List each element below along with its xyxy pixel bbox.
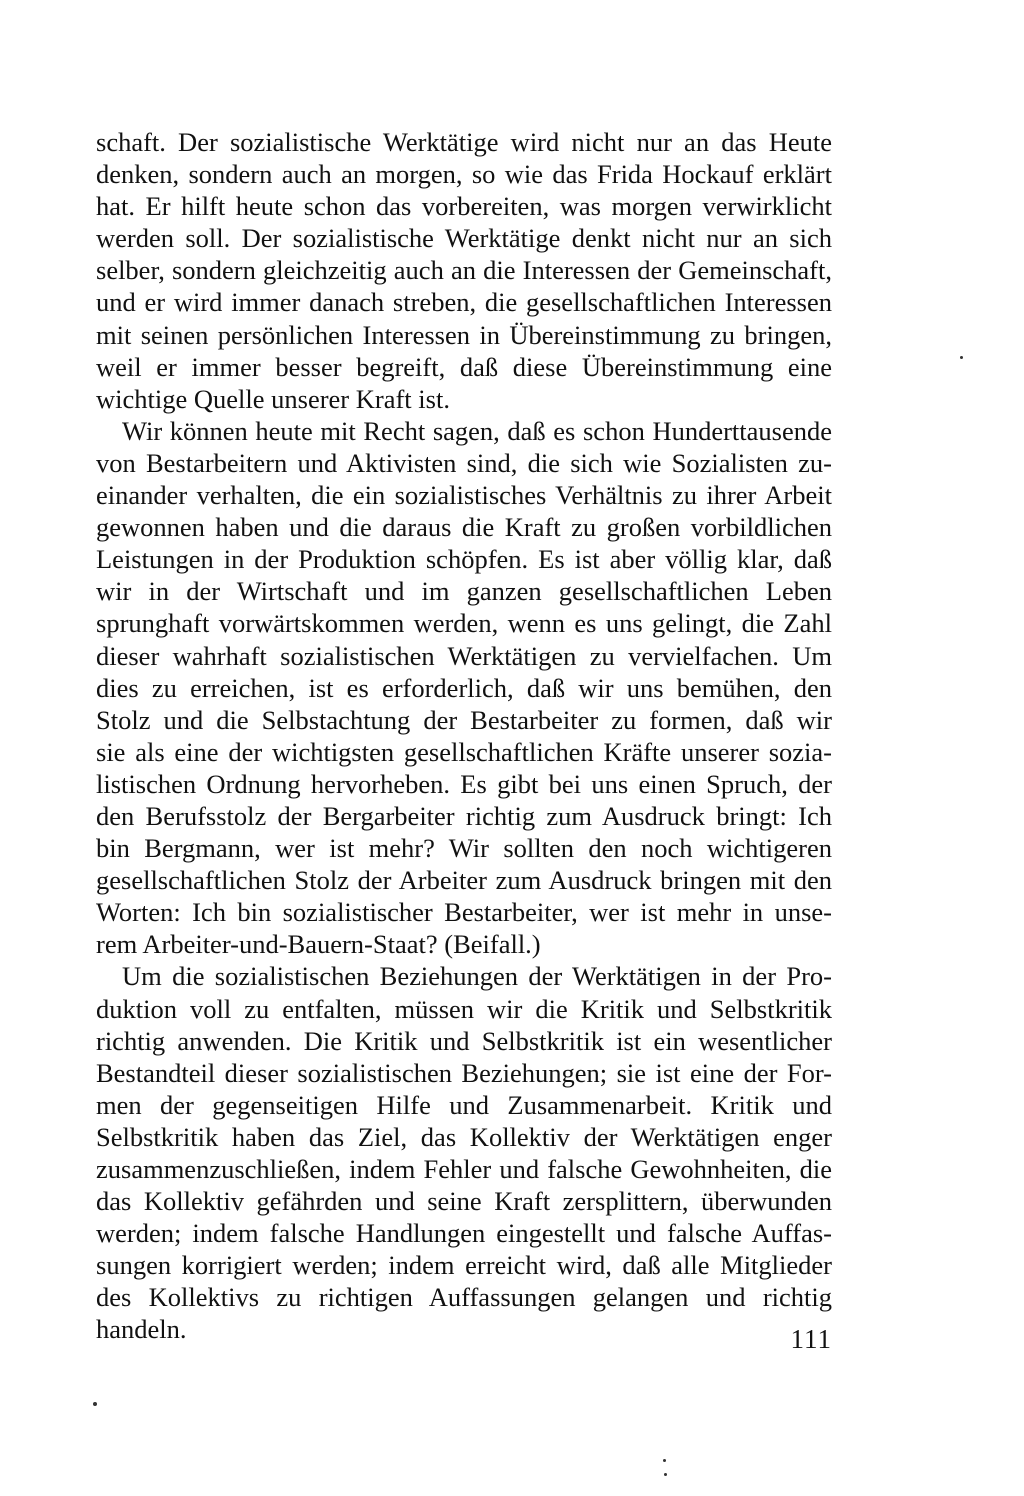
text-line: duktion voll zu entfalten, müssen wir die Kritik und Selbstkritik	[96, 993, 832, 1024]
text-line: schaft. Der sozialistische Werktätige wird nicht nur an das Heute	[96, 127, 832, 157]
text-line: Wir können heute mit Recht sagen, daß es schon Hunderttausende	[122, 415, 832, 446]
text-line: men der gegenseitigen Hilfe und Zusammenarbeit. Kritik und	[96, 1089, 832, 1120]
text-line: rem Arbeiter-und-Bauern-Staat? (Beifall.)	[96, 929, 541, 960]
text-line: hat. Er hilft heute schon das vorbereiten, was morgen verwirklicht	[96, 191, 832, 222]
text-line: des Kollektivs zu richtigen Auffassungen gelangen und richtig	[96, 1282, 832, 1313]
text-line: von Bestarbeitern und Aktivisten sind, die sich wie Sozialisten zu-	[96, 447, 832, 478]
body-text	[96, 126, 832, 1346]
print-speck	[93, 1402, 97, 1406]
text-line: sungen korrigiert werden; indem erreicht wird, daß alle Mitglieder	[96, 1250, 832, 1281]
text-line: einander verhalten, die ein sozialistisches Verhältnis zu ihrer Arbeit	[96, 480, 832, 511]
print-speck	[663, 1459, 666, 1462]
text-line: Selbstkritik haben das Ziel, das Kollektiv der Werktätigen enger	[96, 1121, 832, 1152]
text-line: sie als eine der wichtigsten gesellschaftlichen Kräfte unserer sozia-	[96, 736, 832, 767]
text-line: gewonnen haben und die daraus die Kraft zu großen vorbildlichen	[96, 512, 832, 543]
text-line: Leistungen in der Produktion schöpfen. Es ist aber völlig klar, daß	[96, 544, 832, 575]
text-line: richtig anwenden. Die Kritik und Selbstkritik ist ein wesentlicher	[96, 1025, 832, 1056]
text-line: Worten: Ich bin sozialistischer Bestarbeiter, wer ist mehr in unse-	[96, 897, 832, 928]
page-number: 111	[790, 1324, 832, 1354]
text-line: listischen Ordnung hervorheben. Es gibt bei uns einen Spruch, der	[96, 768, 832, 799]
text-line: werden soll. Der sozialistische Werktätige denkt nicht nur an sich	[96, 223, 832, 254]
text-line: das Kollektiv gefährden und seine Kraft zersplittern, überwunden	[96, 1186, 832, 1217]
text-line: bin Bergmann, wer ist mehr? Wir sollten den noch wichtigeren	[96, 833, 832, 864]
text-line: weil er immer besser begreift, daß diese Übereinstimmung eine	[96, 351, 832, 382]
print-speck	[664, 1473, 667, 1476]
text-line: wichtige Quelle unserer Kraft ist.	[96, 383, 450, 414]
text-line: Um die sozialistischen Beziehungen der Werktätigen in der Pro-	[122, 961, 832, 992]
text-line: wir in der Wirtschaft und im ganzen gesellschaftlichen Leben	[96, 576, 832, 607]
text-line: Bestandteil dieser sozialistischen Beziehungen; sie ist eine der For-	[96, 1057, 832, 1088]
text-line: Stolz und die Selbstachtung der Bestarbeiter zu formen, daß wir	[96, 704, 832, 735]
text-line: mit seinen persönlichen Interessen in Übereinstimmung zu bringen,	[96, 319, 832, 350]
text-line: handeln.	[96, 1314, 187, 1345]
text-line: dies zu erreichen, ist es erforderlich, daß wir uns bemühen, den	[96, 672, 832, 703]
text-line: den Berufsstolz der Bergarbeiter richtig zum Ausdruck bringt: Ich	[96, 800, 832, 831]
text-line: gesellschaftlichen Stolz der Arbeiter zum Ausdruck bringen mit den	[96, 865, 832, 896]
text-line: sprunghaft vorwärtskommen werden, wenn es uns gelingt, die Zahl	[96, 608, 832, 639]
print-speck	[960, 356, 963, 359]
text-line: werden; indem falsche Handlungen eingestellt und falsche Auffas-	[96, 1218, 832, 1249]
text-line: zusammenzuschließen, indem Fehler und falsche Gewohnheiten, die	[96, 1154, 832, 1184]
text-line: und er wird immer danach streben, die gesellschaftlichen Interessen	[96, 287, 832, 318]
text-line: selber, sondern gleichzeitig auch an die Interessen der Gemeinschaft,	[96, 255, 832, 286]
text-line: dieser wahrhaft sozialistischen Werktätigen zu vervielfachen. Um	[96, 640, 832, 671]
text-line: denken, sondern auch an morgen, so wie das Frida Hockauf erklärt	[96, 159, 832, 190]
